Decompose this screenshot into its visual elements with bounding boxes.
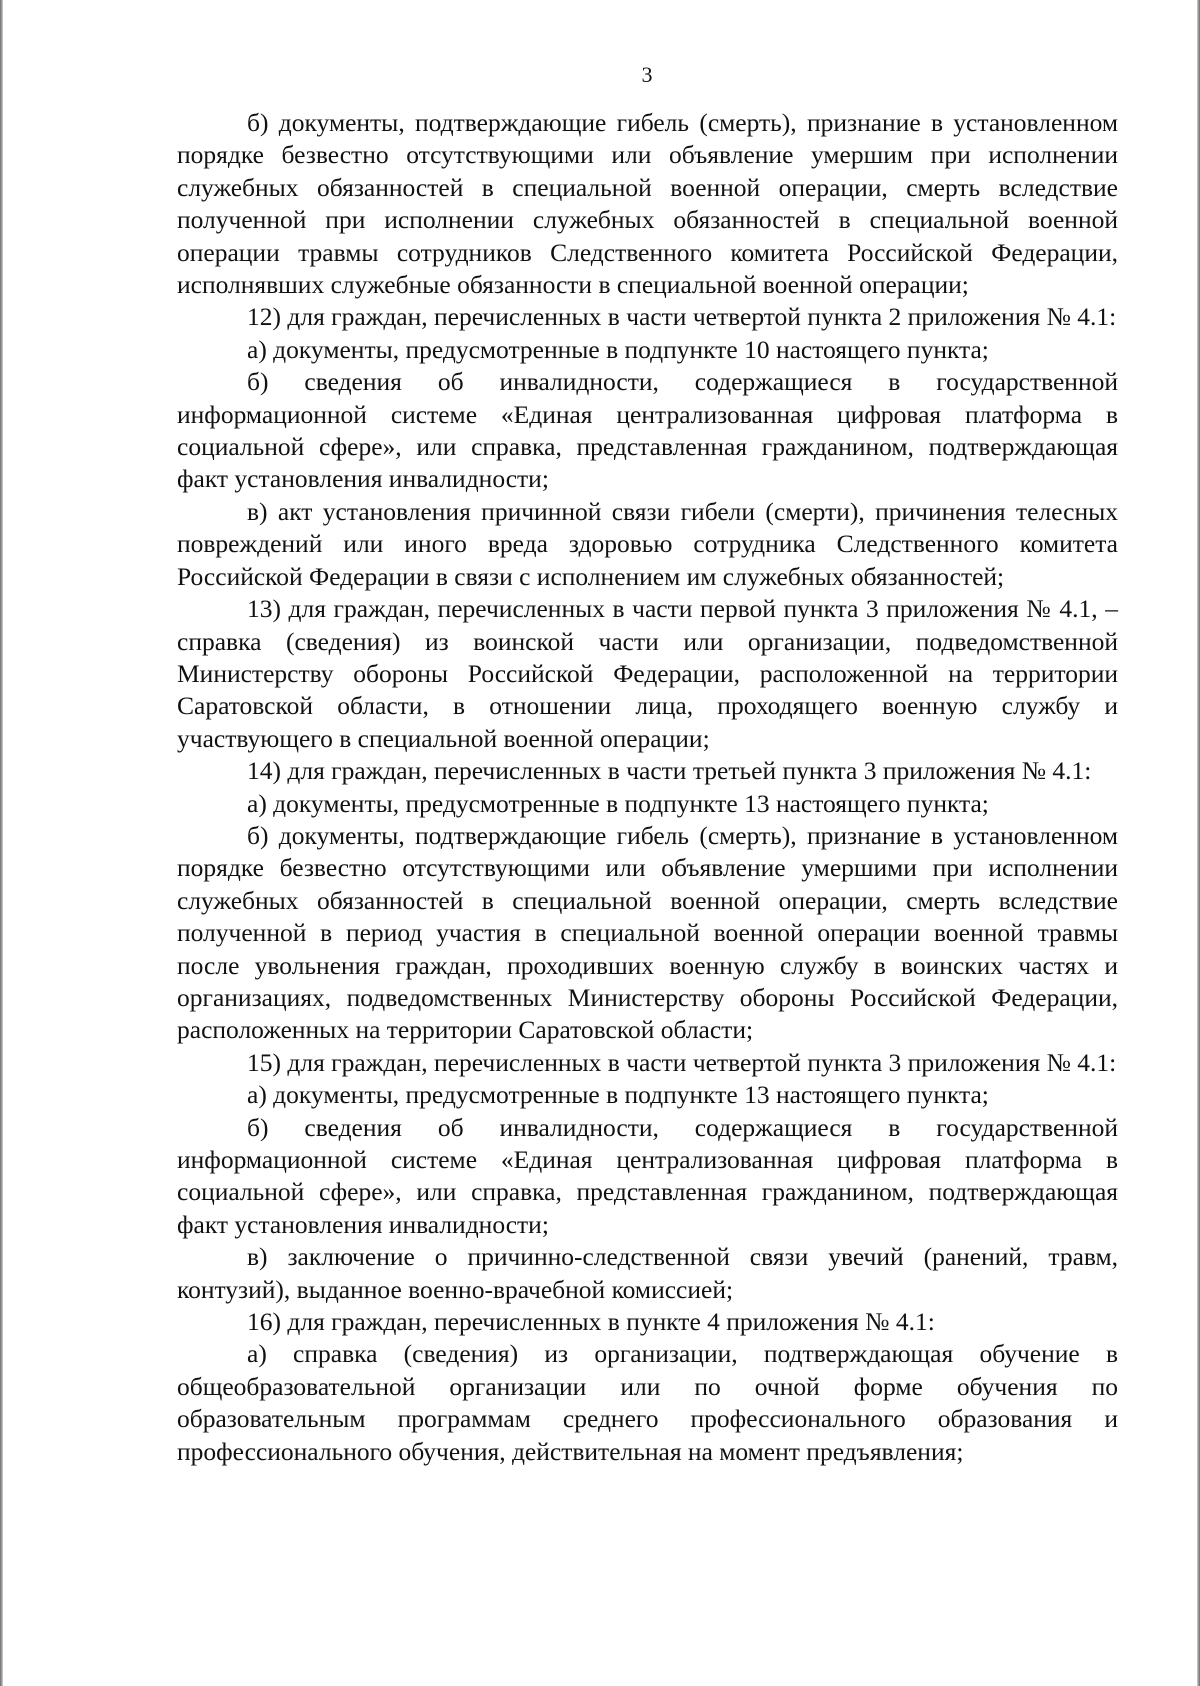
paragraph-15-a: а) документы, предусмотренные в подпункте 13 настоящего пункта; bbox=[247, 1080, 989, 1110]
paragraph-15: 15) для граждан, перечисленных в части четвертой пункта 3 приложения № 4.1: bbox=[247, 1047, 1117, 1077]
paragraph-12: 12) для граждан, перечисленных в части четвертой пункта 2 приложения № 4.1: bbox=[247, 302, 1117, 332]
paragraph-14: 14) для граждан, перечисленных в части третьей пункта 3 приложения № 4.1: bbox=[247, 756, 1092, 786]
paragraph-14-a: а) документы, предусмотренные в подпункте 13 настоящего пункта; bbox=[247, 788, 989, 818]
paragraph-b-documents-death: б) документы, подтверждающие гибель (смерть), признание в установленном порядке безвестно отсутствующими или объявление умершим при исполнении служебных обязанностей в специальной военной операции, смерть вследствие полученной при исполнении служебных обязанностей в специальной военной операции травмы сотрудников Следственного комитета Российской Федерации, исполнявших служебные обязанности в специальной военной операции; bbox=[177, 108, 1118, 300]
paragraph-15-b: б) сведения об инвалидности, содержащиеся в государственной информационной системе «Единая централизованная цифровая платформа в социальной сфере», или справка, представленная гражданином, подтверждающая факт установления инвалидности; bbox=[177, 1112, 1118, 1239]
paragraph-15-v: в) заключение о причинно-следственной связи увечий (ранений, травм, контузий), выданное военно-врачебной комиссией; bbox=[177, 1242, 1118, 1304]
paragraph-12-a: а) документы, предусмотренные в подпункте 10 настоящего пункта; bbox=[247, 334, 989, 364]
paragraph-12-b: б) сведения об инвалидности, содержащиеся в государственной информационной системе «Единая централизованная цифровая платформа в социальной сфере», или справка, представленная гражданином, подтверждающая факт установления инвалидности; bbox=[177, 367, 1118, 494]
scan-edge-left bbox=[0, 0, 3, 1686]
document-body bbox=[177, 107, 1118, 1468]
paragraph-14-b: б) документы, подтверждающие гибель (смерть), признание в установленном порядке безвестно отсутствующими или объявление умершими при исполнении служебных обязанностей в специальной военной операции, смерть вследствие полученной в период участия в специальной военной операции военной травмы после увольнения граждан, проходивших военную службу в воинских частях и организациях, подведомственных Министерству обороны Российской Федерации, расположенных на территории Саратовской области; bbox=[177, 820, 1118, 1045]
paragraph-16: 16) для граждан, перечисленных в пункте 4 приложения № 4.1: bbox=[247, 1307, 935, 1337]
paragraph-13: 13) для граждан, перечисленных в части первой пункта 3 приложения № 4.1, – справка (сведения) из воинской части или организации, подведомственной Министерству обороны Российской Федерации, расположенной на территории Саратовской области, в отношении лица, проходящего военную службу и участвующего в специальной военной операции; bbox=[177, 594, 1118, 753]
page-number: 3 bbox=[641, 62, 653, 87]
paragraph-12-v: в) акт установления причинной связи гибели (смерти), причинения телесных повреждений или иного вреда здоровью сотрудника Следственного комитета Российской Федерации в связи с исполнением им служебных обязанностей; bbox=[177, 496, 1118, 591]
paragraph-16-a: а) справка (сведения) из организации, подтверждающая обучение в общеобразовательной организации или по очной форме обучения по образовательным программам среднего профессионального образования и профессионального обучения, действительная на момент предъявления; bbox=[177, 1339, 1118, 1466]
